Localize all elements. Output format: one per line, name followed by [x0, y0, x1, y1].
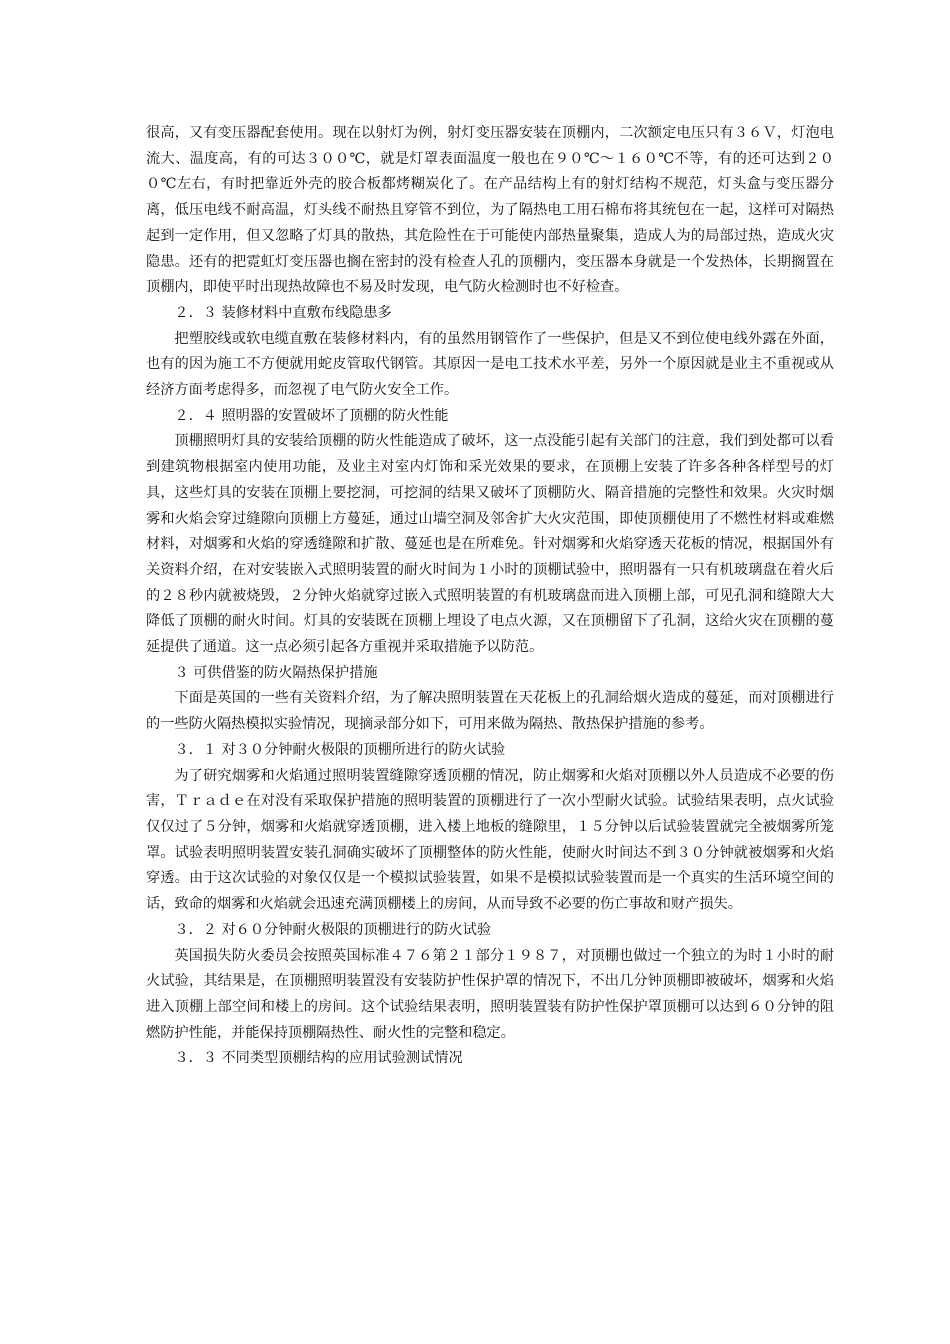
- paragraph-lighting-transformer: 很高，又有变压器配套使用。现在以射灯为例，射灯变压器安装在顶棚内，二次额定电压只有３６Ｖ，灯泡电流大、温度高，有的可达３００℃，就是灯罩表面温度一般也在９０℃～１６０℃不等，有的还可达到２００℃左右，有时把靠近外壳的胶合板都烤糊炭化了。在产品结构上有的射灯结构不规范，灯头盒与变压器分离，低压电线不耐高温，灯头线不耐热且穿管不到位，为了隔热电工用石棉布将其统包在一起，这样可对隔热起到一定作用，但又忽略了灯具的散热，其危险性在于可能使内部热量聚集，造成人为的局部过热，造成火灾隐患。还有的把霓虹灯变压器也搁在密封的没有检查人孔的顶棚内，变压器本身就是一个发热体，长期搁置在顶棚内，即使平时出现热故障也不易及时发现，电气防火检测时也不好检查。: [146, 125, 834, 296]
- heading-3-1: ３．１ 对３０分钟耐火极限的顶棚所进行的防火试验: [174, 741, 506, 758]
- paragraph-uk-references: 下面是英国的一些有关资料介绍，为了解决照明装置在天花板上的孔洞给烟火造成的蔓延，而对顶棚进行的一些防火隔热模拟实验情况，现摘录部分如下，可用来做为隔热、散热保护措施的参考。: [146, 690, 834, 733]
- paragraph-30-minute-test: 为了研究烟雾和火焰通过照明装置缝隙穿透顶棚的情况，防止烟雾和火焰对顶棚以外人员造成不必要的伤害，Ｔｒａｄｅ在对没有采取保护措施的照明装置的顶棚进行了一次小型耐火试验。试验结果表明，点火试验仅仅过了５分钟，烟雾和火焰就穿透顶棚，进入楼上地板的缝隙里，１５分钟以后试验装置就完全被烟雾所笼罩。试验表明照明装置安装孔洞确实破坏了顶棚整体的防火性能，使耐火时间达不到３０分钟就被烟雾和火焰穿透。由于这次试验的对象仅仅是一个模拟试验装置，如果不是模拟试验装置而是一个真实的生活环境空间的话，致命的烟雾和火焰就会迅速充满顶棚楼上的房间，从而导致不必要的伤亡事故和财产损失。: [146, 767, 834, 913]
- paragraph-60-minute-test: 英国损失防火委员会按照英国标准４７６第２１部分１９８７，对顶棚也做过一个独立的为时１小时的耐火试验，其结果是，在顶棚照明装置没有安装防护性保护罩的情况下，不出几分钟顶棚即被破坏，烟雾和火焰进入顶棚上部空间和楼上的房间。这个试验结果表明，照明装置装有防护性保护罩顶棚可以达到６０分钟的阻燃防护性能，并能保持顶棚隔热性、耐火性的完整和稳定。: [146, 947, 834, 1041]
- heading-3: ３ 可供借鉴的防火隔热保护措施: [174, 664, 378, 681]
- heading-2-4: ２．４ 照明器的安置破坏了顶棚的防火性能: [174, 407, 449, 424]
- paragraph-ceiling-fixtures: 顶棚照明灯具的安装给顶棚的防火性能造成了破坏，这一点没能引起有关部门的注意，我们到处都可以看到建筑物根据室内使用功能，及业主对室内灯饰和采光效果的要求，在顶棚上安装了许多各种各样型号的灯具，这些灯具的安装在顶棚上要挖洞，可挖洞的结果又破坏了顶棚防火、隔音措施的完整性和效果。火灾时烟雾和火焰会穿过缝隙向顶棚上方蔓延，通过山墙空洞及邻舍扩大火灾范围，即使顶棚使用了不燃性材料或难燃材料，对烟雾和火焰的穿透缝隙和扩散、蔓延也是在所难免。针对烟雾和火焰穿透天花板的情况，根据国外有关资料介绍，在对安装嵌入式照明装置的耐火时间为１小时的顶棚试验中，照明器有一只有机玻璃盘在着火后的２８秒内就被烧毁，２分钟火焰就穿过嵌入式照明装置的有机玻璃盘而进入顶棚上部，可见孔洞和缝隙大大降低了顶棚的耐火时间。灯具的安装既在顶棚上埋设了电点火源，又在顶棚留下了孔洞，这给火灾在顶棚的蔓延提供了通道。这一点必须引起各方重视并采取措施予以防范。: [146, 433, 834, 656]
- heading-2-3: ２．３ 装修材料中直敷布线隐患多: [174, 304, 392, 321]
- document-body: [146, 121, 834, 1072]
- heading-3-3: ３．３ 不同类型顶棚结构的应用试验测试情况: [174, 1050, 463, 1067]
- paragraph-direct-wiring: 把塑胶线或软电缆直敷在装修材料内，有的虽然用钢管作了一些保护，但是又不到位使电线外露在外面，也有的因为施工不方便就用蛇皮管取代钢管。其原因一是电工技术水平差，另外一个原因就是业主不重视或从经济方面考虑得多，而忽视了电气防火安全工作。: [146, 330, 834, 399]
- heading-3-2: ３．２ 对６０分钟耐火极限的顶棚进行的防火试验: [174, 921, 492, 938]
